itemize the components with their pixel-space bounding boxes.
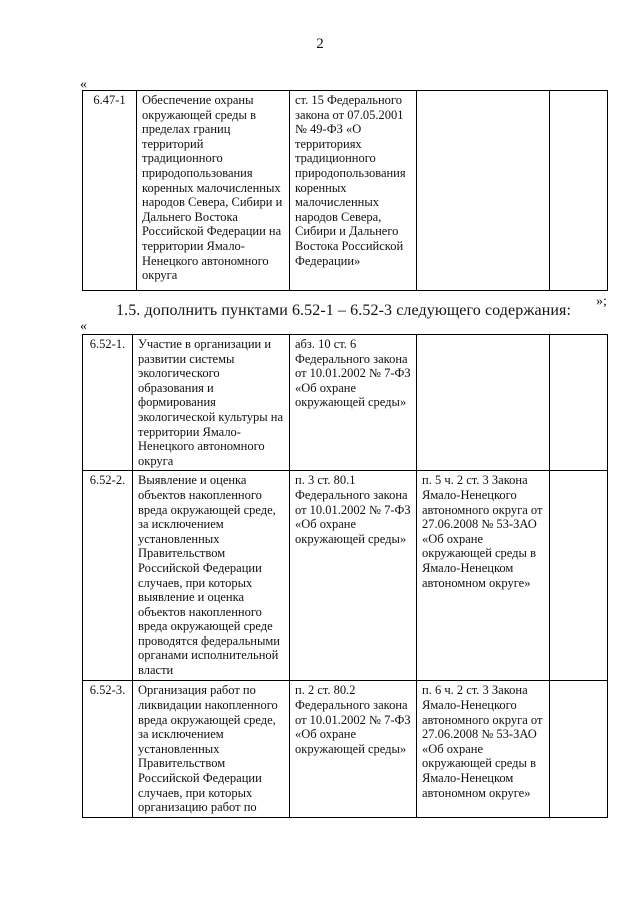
opening-quote-mark: « [80, 319, 87, 334]
page-number: 2 [316, 36, 324, 52]
item-number: 6.47-1 [83, 91, 137, 291]
opening-quote-mark: « [80, 77, 87, 92]
item-description: Обеспечение охраны окружающей среды в пределах границ территорий традиционного природопользования коренных малочисленных народов Севера, Сибири и Дальнего Востока Российской Федерации на территории Ямало-Ненецкого автономного округа [137, 91, 290, 291]
extra-column [550, 471, 608, 681]
amendment-paragraph: 1.5. дополнить пунктами 6.52-1 – 6.52-3 следующего содержания: [116, 302, 572, 319]
item-description: Участие в организации и развитии системы экологического образования и формирования экологической культуры на территории Ямало-Ненецкого автономного округа [133, 335, 290, 471]
federal-law-reference: п. 3 ст. 80.1 Федерального закона от 10.01.2002 № 7-ФЗ «Об охране окружающей среды» [290, 471, 417, 681]
table-row [83, 681, 608, 817]
regional-law-reference: п. 6 ч. 2 ст. 3 Закона Ямало-Ненецкого автономного округа от 27.06.2008 № 53-ЗАО «Об охране окружающей среды в Ямало-Ненецком автономном округе» [417, 681, 550, 817]
extra-column [550, 91, 608, 291]
closing-quote-mark: »; [596, 294, 607, 309]
table-row [83, 471, 608, 681]
federal-law-reference: абз. 10 ст. 6 Федерального закона от 10.01.2002 № 7-ФЗ «Об охране окружающей среды» [290, 335, 417, 471]
extra-column [550, 335, 608, 471]
table-row [83, 91, 608, 291]
regional-law-reference [417, 335, 550, 471]
item-description: Выявление и оценка объектов накопленного вреда окружающей среде, за исключением установленных Правительством Российской Федерации случаев, при которых выявление и оценка объектов накопленного вреда окружающей среде проводятся федеральными органами исполнительной власти [133, 471, 290, 681]
regional-law-reference: п. 5 ч. 2 ст. 3 Закона Ямало-Ненецкого автономного округа от 27.06.2008 № 53-ЗАО «Об охране окружающей среды в Ямало-Ненецком автономном округе» [417, 471, 550, 681]
extra-column [550, 681, 608, 817]
regional-law-reference [417, 91, 550, 291]
responsibility-table-2 [82, 334, 608, 818]
item-number: 6.52-2. [83, 471, 133, 681]
federal-law-reference: ст. 15 Федерального закона от 07.05.2001 № 49-ФЗ «О территориях традиционного природопользования коренных малочисленных народов Севера, Сибири и Дальнего Востока Российской Федерации» [290, 91, 417, 291]
federal-law-reference: п. 2 ст. 80.2 Федерального закона от 10.01.2002 № 7-ФЗ «Об охране окружающей среды» [290, 681, 417, 817]
item-description: Организация работ по ликвидации накопленного вреда окружающей среде, за исключением установленных Правительством Российской Федерации случаев, при которых организацию работ по [133, 681, 290, 817]
item-number: 6.52-3. [83, 681, 133, 817]
table-row [83, 335, 608, 471]
item-number: 6.52-1. [83, 335, 133, 471]
responsibility-table-1 [82, 90, 608, 291]
